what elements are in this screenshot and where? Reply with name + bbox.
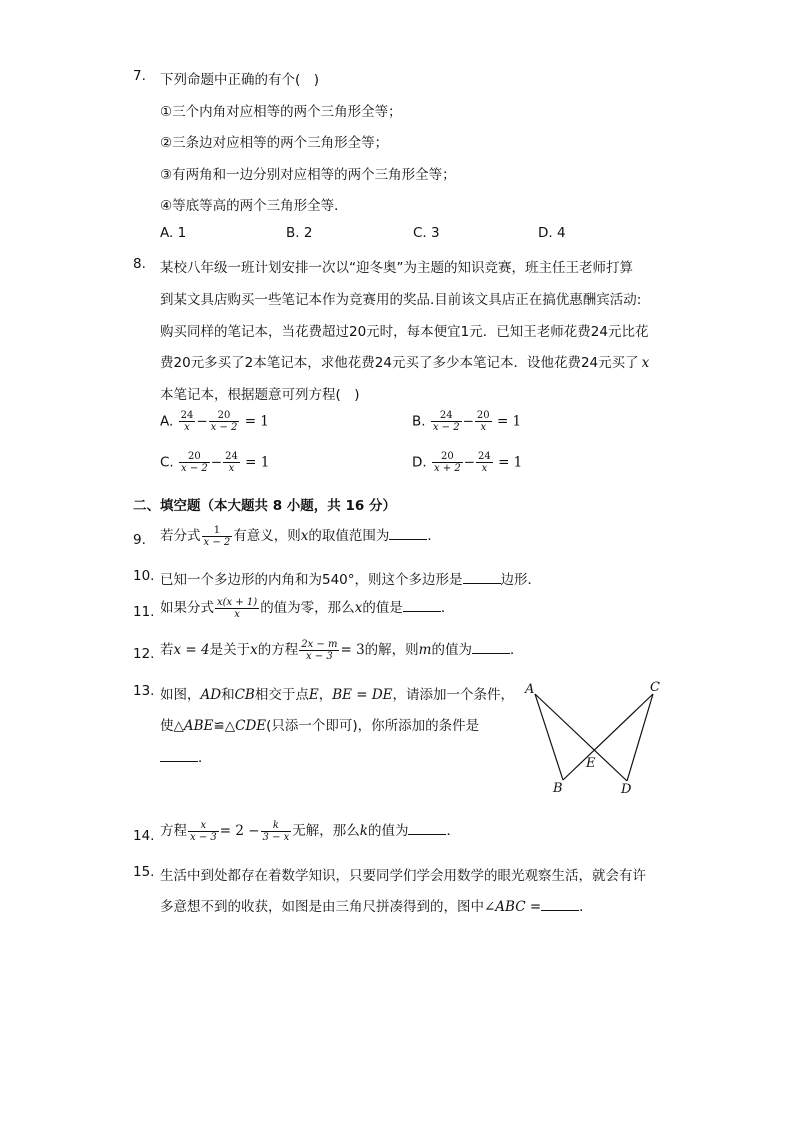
fraction: $\frac{20}{x - 2}$ (210, 410, 238, 433)
option-label: C. (160, 454, 174, 471)
segment-bc (563, 694, 653, 780)
q7-item-4: ④等底等高的两个三角形全等． (160, 198, 348, 214)
q12-text: 若x = 4是关于x的方程 $\frac{2x - m}{x - 3}$ = 3的解，则m的值为 ． (160, 638, 524, 662)
q8-line-5: 本笔记本，根据题意可列方程( ) (160, 387, 360, 403)
q14-text: 方程 $\frac{x}{x - 3}$ = 2 − $\frac{k}{3 - x}$ 无解，那么k的值为 ． (160, 819, 460, 843)
label-b: B (553, 781, 563, 796)
q7-option-a: A. 1 (160, 225, 187, 241)
fraction: $\frac{1}{x - 2}$ (203, 524, 231, 548)
q15-line-1: 生活中到处都存在着数学知识，只要同学们学会用数学的眼光观察生活，就会有许 (160, 868, 646, 884)
q13-figure (520, 676, 670, 800)
q7-stem: 下列命题中正确的有个( ) (160, 72, 320, 88)
option-label: D. (412, 454, 427, 471)
q11-number: 11. (133, 604, 155, 620)
fraction: $\frac{24}{x}$ (225, 451, 238, 474)
q8-option-d: D. $\frac{20}{x + 2}$ − $\frac{24}{x}$ = 1 (412, 451, 523, 474)
q8-line-4 (160, 351, 649, 371)
option-label: B. (412, 413, 426, 430)
fraction: $\frac{24}{x - 2}$ (432, 410, 460, 433)
answer-blank[interactable] (408, 822, 446, 835)
answer-blank[interactable] (472, 641, 510, 654)
q8-number: 8. (133, 256, 146, 272)
label-c: C (650, 680, 660, 695)
option-label: A. (160, 413, 174, 430)
fraction: $\frac{24}{x}$ (478, 451, 491, 474)
q14-number: 14. (133, 828, 155, 844)
fraction: $\frac{x}{x - 3}$ (190, 819, 217, 843)
fraction: $\frac{24}{x}$ (180, 410, 194, 433)
q8-option-a: A. $\frac{24}{x}$ − $\frac{20}{x - 2}$ = 1 (160, 410, 269, 433)
q7-number: 7. (133, 68, 146, 84)
q8-line-2: 到某文具店购买一些笔记本作为竞赛用的奖品.目前该文具店正在搞优惠酬宾活动: (160, 292, 642, 308)
fraction: $\frac{x(x + 1)}{x}$ (217, 596, 258, 620)
label-d: D (621, 782, 632, 797)
fraction: $\frac{20}{x - 2}$ (181, 451, 208, 474)
fraction: $\frac{k}{3 - x}$ (262, 819, 290, 843)
q7-item-2: ②三条边对应相等的两个三角形全等； (160, 135, 389, 151)
q13-line-3: ． (160, 746, 212, 766)
q8-var: x (641, 355, 650, 371)
q13-line-2: 使△ABE≌△CDE(只添一个即可)，你所添加的条件是 (160, 718, 480, 734)
q7-item-1: ①三个内角对应相等的两个三角形全等； (160, 104, 402, 120)
q7-option-c: C. 3 (413, 225, 440, 241)
answer-blank[interactable] (463, 571, 501, 584)
q7-option-b: B. 2 (286, 225, 313, 241)
q8-option-b: B. $\frac{24}{x - 2}$ − $\frac{20}{x}$ = 1 (412, 410, 522, 433)
fraction: $\frac{20}{x}$ (476, 410, 490, 433)
label-a: A (525, 682, 535, 697)
fraction: $\frac{20}{x + 2}$ (433, 451, 461, 474)
q8-line-4-text: 费20元多买了2本笔记本，求他花费24元买了多少本笔记本．设他花费24元买了 (160, 355, 639, 371)
q11-text: 如果分式 $\frac{x(x + 1)}{x}$ 的值为零，那么x的值是 ． (160, 596, 455, 620)
q8-option-c: C. $\frac{20}{x - 2}$ − $\frac{24}{x}$ = 1 (160, 451, 270, 474)
q9-text: 若分式 $\frac{1}{x - 2}$ 有意义，则x的取值范围为 ． (160, 524, 441, 548)
q13-line-1: 如图，AD和CB相交于点E，BE = DE，请添加一个条件， (160, 687, 515, 703)
q15-number: 15. (133, 864, 155, 880)
q8-line-1: 某校八年级一班计划安排一次以“迎冬奥”为主题的知识竞赛，班主任王老师打算 (160, 260, 633, 276)
q8-line-3: 购买同样的笔记本，当花费超过20元时，每本便宜1元．已知王老师花费24元比花 (160, 324, 649, 340)
label-e: E (586, 756, 596, 771)
fraction: $\frac{2x - m}{x - 3}$ (301, 638, 338, 662)
answer-blank[interactable] (403, 599, 441, 612)
q13-number: 13. (133, 683, 155, 699)
answer-blank[interactable] (160, 749, 198, 762)
answer-blank[interactable] (389, 527, 427, 540)
answer-blank[interactable] (541, 898, 579, 911)
section-heading: 二、填空题（本大题共 8 小题，共 16 分） (133, 498, 396, 514)
q12-number: 12. (133, 646, 155, 662)
q15-line-2: 多意想不到的收获，如图是由三角尺拼凑得到的，图中∠ABC = ． (160, 899, 593, 915)
q10-number: 10. (133, 568, 155, 584)
q9-number: 9. (133, 532, 146, 548)
q10-text: 已知一个多边形的内角和为540°，则这个多边形是 边形． (160, 572, 542, 588)
q7-item-3: ③有两角和一边分别对应相等的两个三角形全等； (160, 167, 456, 183)
q7-option-d: D. 4 (538, 225, 566, 241)
